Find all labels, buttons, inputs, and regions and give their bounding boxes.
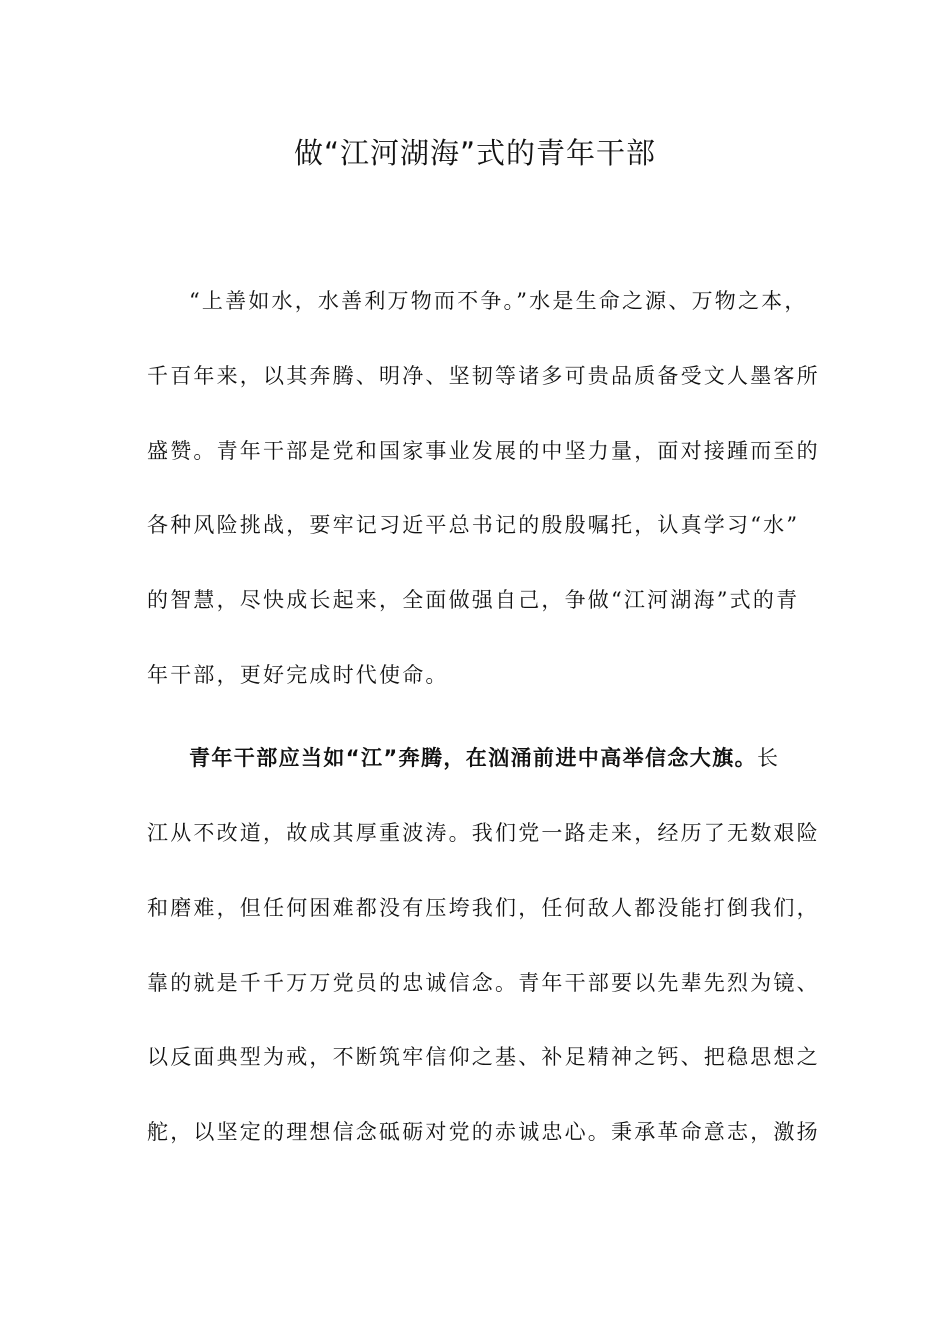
paragraph-2-line-2: 江从不改道，故成其厚重波涛。我们党一路走来，经历了无数艰险 [147, 821, 820, 845]
paragraph-2-line-3: 和磨难，但任何困难都没有压垮我们，任何敌人都没能打倒我们， [147, 896, 820, 920]
document-title: 做“江河湖海”式的青年干部 [293, 136, 657, 170]
paragraph-1-line-6: 年干部，更好完成时代使命。 [147, 663, 449, 687]
paragraph-2-first-line-tail: 长 [757, 746, 781, 770]
paragraph-2-line-1 [189, 743, 849, 773]
paragraph-1-line-3: 盛赞。青年干部是党和国家事业发展的中坚力量，面对接踵而至的 [147, 439, 820, 463]
paragraph-2-line-4: 靠的就是千千万万党员的忠诚信念。青年干部要以先辈先烈为镜、 [147, 971, 820, 995]
paragraph-1-line-1: “上善如水，水善利万物而不争。”水是生命之源、万物之本， [189, 289, 808, 313]
paragraph-2-line-6: 舵，以坚定的理想信念砥砺对党的赤诚忠心。秉承革命意志，激扬 [147, 1120, 820, 1144]
paragraph-1-line-5: 的智慧，尽快成长起来，全面做强自己，争做“江河湖海”式的青 [147, 588, 800, 612]
paragraph-1-line-4: 各种风险挑战，要牢记习近平总书记的殷殷嘱托，认真学习“水” [147, 513, 800, 537]
paragraph-2-line-5: 以反面典型为戒，不断筑牢信仰之基、补足精神之钙、把稳思想之 [147, 1045, 820, 1069]
paragraph-2-heading: 青年干部应当如“江”奔腾，在汹涌前进中高举信念大旗。 [189, 746, 758, 770]
paragraph-1-line-2: 千百年来，以其奔腾、明净、坚韧等诸多可贵品质备受文人墨客所 [147, 364, 820, 388]
